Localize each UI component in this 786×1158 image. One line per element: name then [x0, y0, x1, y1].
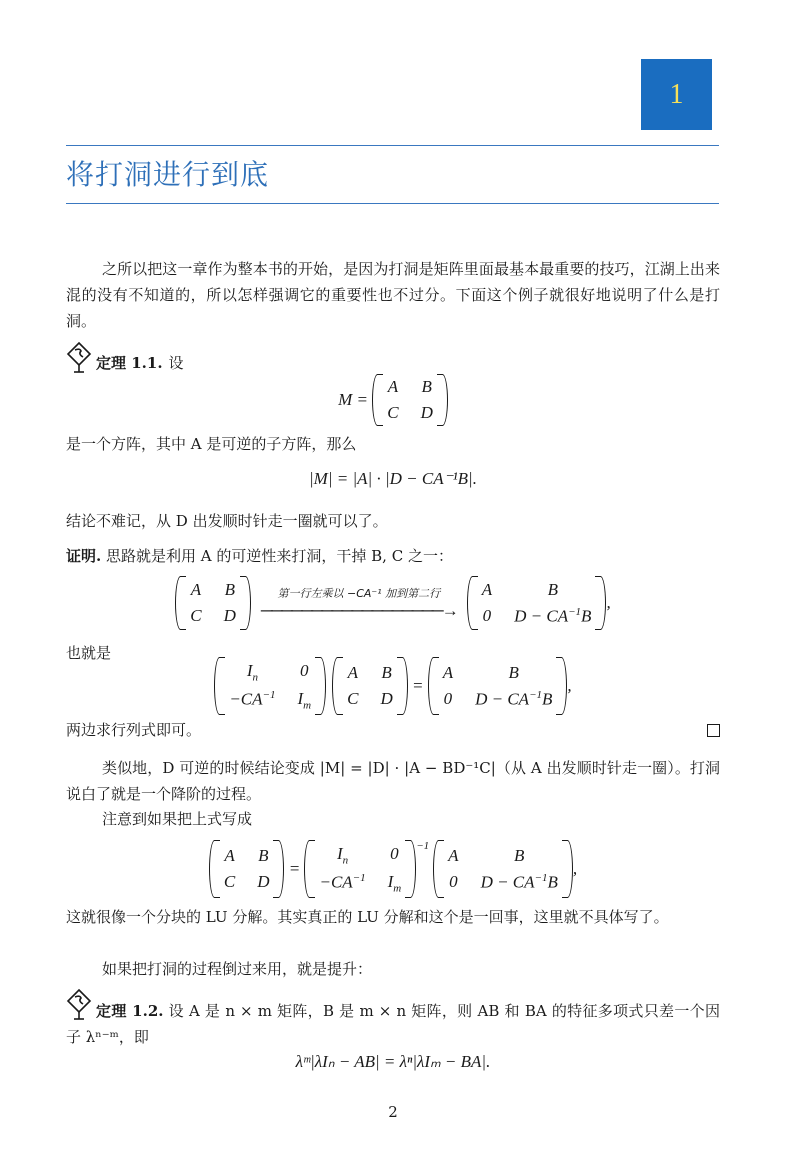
lu-display: A B C D = $I_n$ 0 $-CA^{-1}$ $I_m$ $^{-1}$ A B 0 $D - CA^{-1}B$ , — [66, 840, 720, 898]
page-number: 2 — [388, 1103, 398, 1121]
theorem-2-label: 定理 1.2. — [96, 1002, 164, 1020]
theorem-1-heading — [66, 341, 184, 373]
note-paragraph: 注意到如果把上式写成 — [102, 810, 253, 828]
theorem-1-remark: 结论不难记，从 D 出发顺时针走一圈就可以了。 — [66, 512, 388, 530]
dangerous-bend-icon — [66, 988, 92, 1020]
arrow-label: 第一行左乘以 −CA⁻¹ 加到第二行 — [277, 587, 441, 600]
theorem-2 — [66, 988, 720, 1050]
long-arrow-icon: ──────────────────→ — [260, 601, 457, 620]
title-rule-bottom — [66, 203, 719, 204]
qed-box-icon — [707, 724, 720, 737]
similar-paragraph: 类似地，D 可逆的时候结论变成 |M| = |D| · |A − BD⁻¹C|（从 A 出发顺时针走一圈）。打洞说白了就是一个降阶的过程。 — [66, 759, 720, 803]
elimination-display: A B C D 第一行左乘以 −CA⁻¹ 加到第二行 ──────────────────→ A B 0 $D - CA^{-1}B$ , — [66, 576, 720, 630]
proof-heading — [66, 543, 720, 569]
theorem-1-text: 设 — [168, 354, 184, 372]
theorem-2-formula: λᵐ|λIₙ − AB| = λⁿ|λIₘ − BA|. — [295, 1052, 491, 1071]
chapter-number: 1 — [669, 78, 684, 110]
theorem-2-text: 设 A 是 n × m 矩阵，B 是 m × n 矩阵，则 AB 和 BA 的特征多项式只差一个因子 λⁿ⁻ᵐ，即 — [66, 1002, 720, 1046]
theorem-1-continuation: 是一个方阵，其中 A 是可逆的子方阵，那么 — [66, 435, 357, 453]
block-product-display: $I_n$ 0 $-CA^{-1}$ $I_m$ A B C D = A B 0 $D - CA^{-1}B$ , — [66, 657, 720, 715]
matrix-m-display: M = A B C D — [66, 374, 720, 426]
dangerous-bend-icon — [66, 341, 92, 373]
det-both-sides: 两边求行列式即可。 — [66, 721, 202, 739]
theorem-1-label: 定理 1.1. — [96, 354, 163, 372]
also-text: 也就是 — [66, 644, 112, 662]
chapter-title: 将打洞进行到底 — [66, 158, 270, 191]
chapter-number-box — [641, 59, 712, 130]
row-operation-arrow — [261, 585, 457, 621]
proof-text: 思路就是利用 A 的可逆性来打洞，干掉 B, C 之一： — [106, 547, 453, 565]
theorem-1-formula: |M| = |A| · |D − CA⁻¹B|. — [309, 469, 477, 488]
lu-paragraph: 这就很像一个分块的 LU 分解。其实真正的 LU 分解和这个是一回事，这里就不具体写了。 — [66, 908, 669, 926]
intro-paragraph: 之所以把这一章作为整本书的开始，是因为打洞是矩阵里面最基本最重要的技巧，江湖上出来混的没有不知道的，所以怎样强调它的重要性也不过分。下面这个例子就很好地说明了什么是打洞。 — [66, 260, 720, 330]
proof-label: 证明. — [66, 547, 102, 565]
title-rule-top — [66, 145, 719, 146]
reverse-paragraph: 如果把打洞的过程倒过来用，就是提升： — [102, 960, 373, 978]
